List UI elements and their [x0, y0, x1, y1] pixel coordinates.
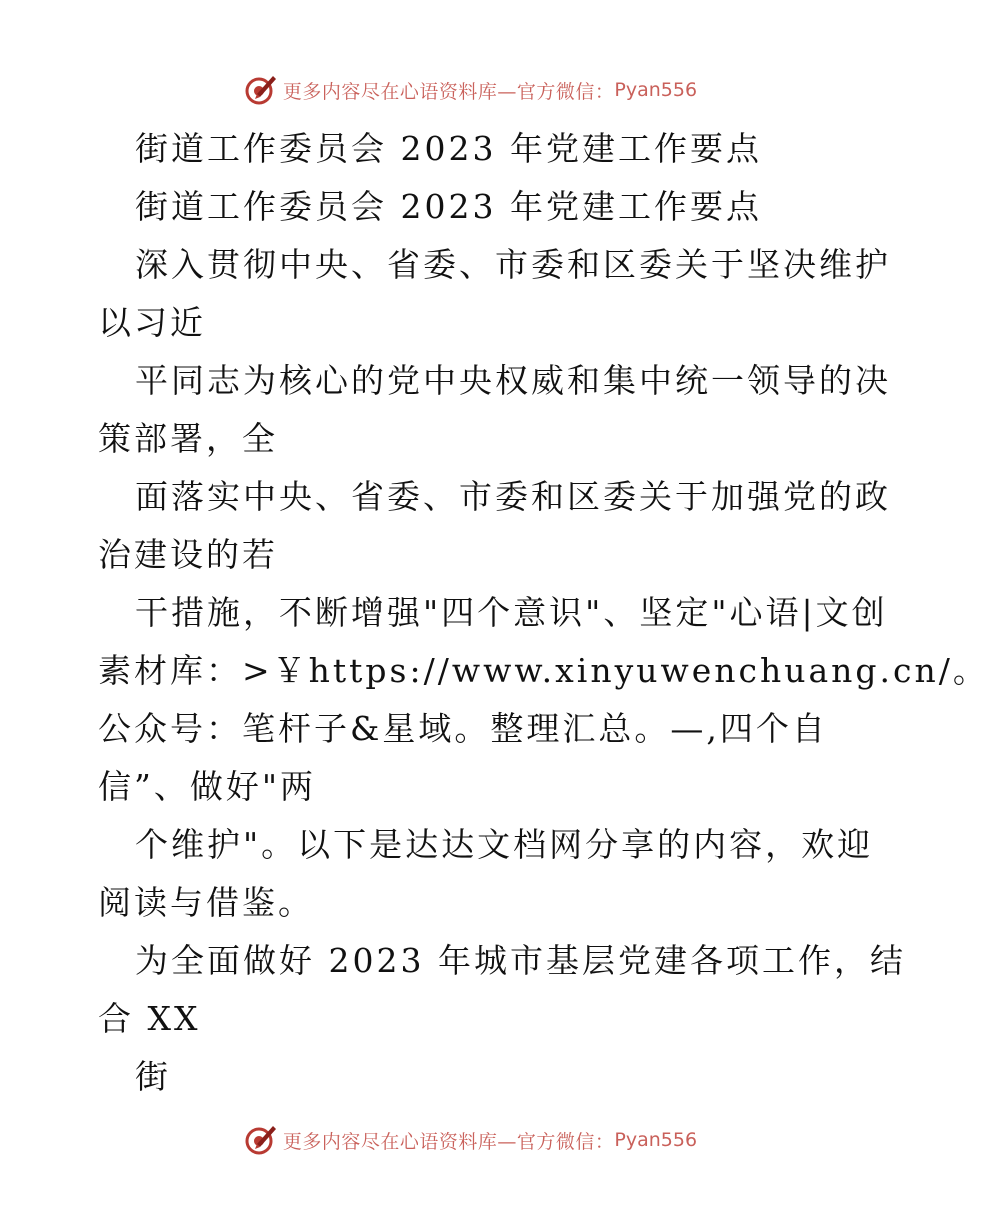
text-line: 治建设的若: [98, 535, 278, 574]
banner-wechat-id: Pyan556: [614, 79, 698, 101]
text-line: 街: [135, 1057, 171, 1096]
text-line: 街道工作委员会 2023 年党建工作要点: [135, 187, 762, 226]
text-line: 公众号：笔杆子&星域。整理汇总。—,四个自: [98, 709, 828, 748]
banner-wechat-id: Pyan556: [614, 1129, 698, 1151]
text-line: 策部署，全: [98, 419, 278, 458]
pen-logo-icon: [243, 1122, 279, 1158]
text-line: 深入贯彻中央、省委、市委和区委关于坚决维护: [135, 245, 891, 284]
text-line: 素材库：>￥https://www.xinyuwenchuang.cn/。: [98, 651, 989, 690]
text-line: 为全面做好 2023 年城市基层党建各项工作，结: [135, 941, 906, 980]
text-line: 以习近: [98, 303, 206, 342]
text-line: 合 XX: [98, 999, 201, 1038]
footer-banner: [0, 1120, 950, 1160]
pen-logo-icon: [243, 72, 279, 108]
text-line: 街道工作委员会 2023 年党建工作要点: [135, 129, 762, 168]
banner-text: 更多内容尽在心语资料库—官方微信：: [282, 80, 615, 103]
text-line: 干措施，不断增强"四个意识"、坚定"心语|文创: [135, 593, 888, 632]
text-line: 个维护"。以下是达达文档网分享的内容，欢迎: [135, 825, 874, 864]
text-line: 平同志为核心的党中央权威和集中统一领导的决: [135, 361, 891, 400]
banner-text: 更多内容尽在心语资料库—官方微信：: [282, 1130, 615, 1153]
text-line: 信”、做好"两: [98, 767, 317, 806]
text-line: 面落实中央、省委、市委和区委关于加强党的政: [135, 477, 891, 516]
header-banner: [0, 70, 950, 110]
text-line: 阅读与借鉴。: [98, 883, 314, 922]
document-body: [98, 120, 989, 1106]
